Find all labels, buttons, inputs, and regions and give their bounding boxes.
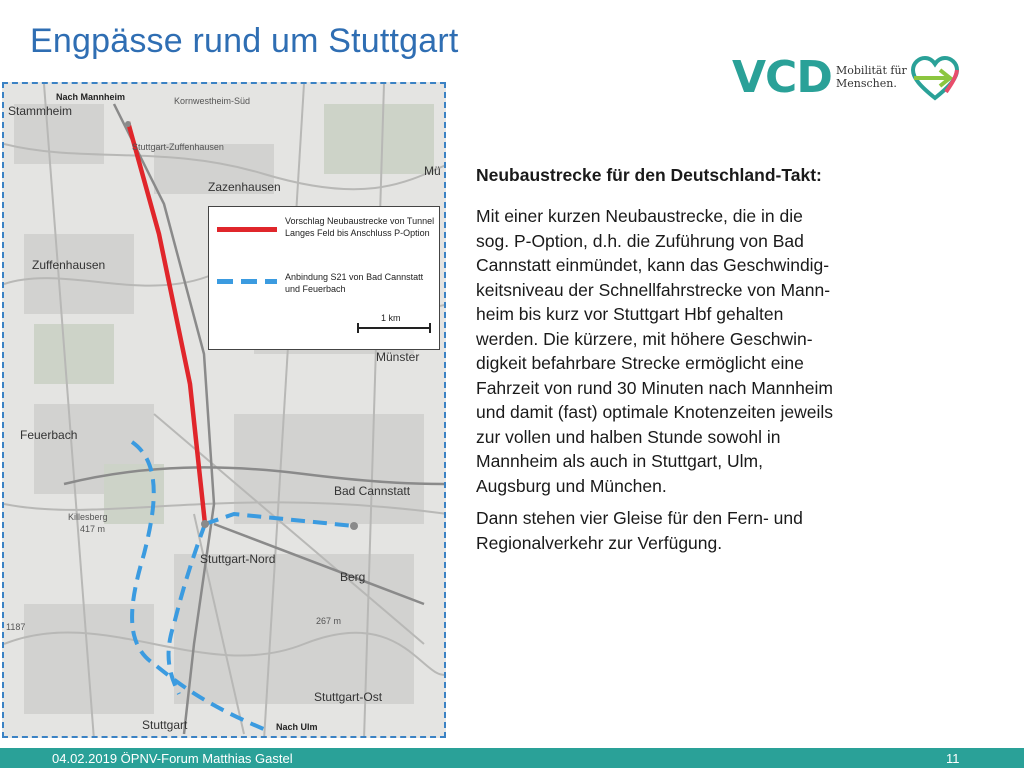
- map-label-killesberg-elevation: 417 m: [80, 524, 106, 534]
- logo-tagline-line1: Mobilität für: [836, 64, 907, 77]
- legend-red-label: Vorschlag Neubaustrecke von Tunnel Langes Feld bis Anschluss P-Option: [285, 216, 435, 238]
- map-label-1187: 1187: [6, 622, 26, 632]
- paragraph-1-line: Fahrzeit von rund 30 Minuten nach Mannheim: [476, 377, 834, 398]
- legend-scale-tick: [357, 323, 359, 333]
- map-label-nach-ulm: Nach Ulm: [276, 722, 318, 732]
- page-number: 11: [946, 751, 960, 766]
- paragraph-1-line: Cannstatt einmündet, kann das Geschwindig-: [476, 255, 830, 275]
- heart-arrow-icon: [910, 56, 960, 102]
- map-label-muehl: Mü: [424, 164, 441, 178]
- map-legend: [208, 206, 440, 350]
- paragraph-1-line: zur vollen und halben Stunde sowohl in: [476, 426, 781, 447]
- paragraph-1-line: und damit (fast) optimale Knotenzeiten jeweils: [476, 402, 833, 422]
- map-label-stuttgart: Stuttgart: [142, 718, 188, 732]
- paragraph-2-line: Dann stehen vier Gleise für den Fern- und: [476, 508, 803, 528]
- map-label-zazenhausen: Zazenhausen: [208, 180, 281, 194]
- map-label-stuttgart-ost: Stuttgart-Ost: [314, 690, 383, 704]
- map-label-kornwestheim-sued: Kornwestheim-Süd: [174, 96, 251, 106]
- paragraph-1: [476, 204, 946, 498]
- station-marker: [125, 121, 131, 127]
- map-label-zuffenhausen: Zuffenhausen: [32, 258, 106, 272]
- paragraph-1-line: werden. Die kürzere, mit höhere Geschwin-: [476, 328, 813, 349]
- content-text: [476, 164, 946, 563]
- slide-title: Engpässe rund um Stuttgart: [30, 22, 459, 60]
- legend-scale-label: 1 km: [381, 313, 401, 323]
- paragraph-2-line: Regionalverkehr zur Verfügung.: [476, 532, 723, 553]
- content-heading: Neubaustrecke für den Deutschland-Takt:: [476, 165, 822, 185]
- paragraph-1-line: Augsburg und München.: [476, 475, 667, 496]
- logo-tagline-line2: Menschen.: [836, 77, 897, 90]
- map-label-feuerbach: Feuerbach: [20, 428, 78, 442]
- legend-blue-swatch: [217, 279, 277, 284]
- map-label-elevation-267: 267 m: [316, 616, 342, 626]
- legend-red-swatch: [217, 227, 277, 232]
- station-marker: [201, 520, 209, 528]
- footer-bar: [0, 748, 1024, 768]
- map-label-killesberg: Killesberg: [68, 512, 108, 522]
- route-map: [2, 82, 446, 738]
- logo-wordmark: VCD: [732, 52, 832, 103]
- legend-scale-tick: [429, 323, 431, 333]
- paragraph-1-line: Mit einer kurzen Neubaustrecke, die in die: [476, 206, 803, 226]
- legend-blue-label: Anbindung S21 von Bad Cannstatt und Feuerbach: [285, 272, 424, 294]
- map-label-muenster: Münster: [376, 350, 420, 364]
- paragraph-1-line: sog. P-Option, d.h. die Zuführung von Bad: [476, 230, 804, 251]
- paragraph-1-line: heim bis kurz vor Stuttgart Hbf gehalten: [476, 304, 784, 324]
- map-label-bad-cannstatt: Bad Cannstatt: [334, 484, 411, 498]
- map-label-nach-mannheim: Nach Mannheim: [56, 92, 126, 102]
- map-label-stuttgart-zuffenhausen: Stuttgart-Zuffenhausen: [132, 142, 224, 152]
- paragraph-2: [476, 506, 946, 555]
- legend-scale-bar: [357, 327, 431, 329]
- map-label-berg: Berg: [340, 570, 366, 584]
- paragraph-1-line: digkeit befahrbare Strecke ermöglicht eine: [476, 353, 804, 373]
- map-label-stammheim: Stammheim: [8, 104, 73, 118]
- paragraph-1-line: keitsniveau der Schnellfahrstrecke von Mann-: [476, 279, 831, 300]
- paragraph-1-line: Mannheim als auch in Stuttgart, Ulm,: [476, 451, 763, 471]
- footer-info: 04.02.2019 ÖPNV-Forum Matthias Gastel: [52, 751, 293, 766]
- map-label-stuttgart-nord: Stuttgart-Nord: [200, 552, 276, 566]
- vcd-logo: [732, 52, 972, 106]
- station-marker: [350, 522, 358, 530]
